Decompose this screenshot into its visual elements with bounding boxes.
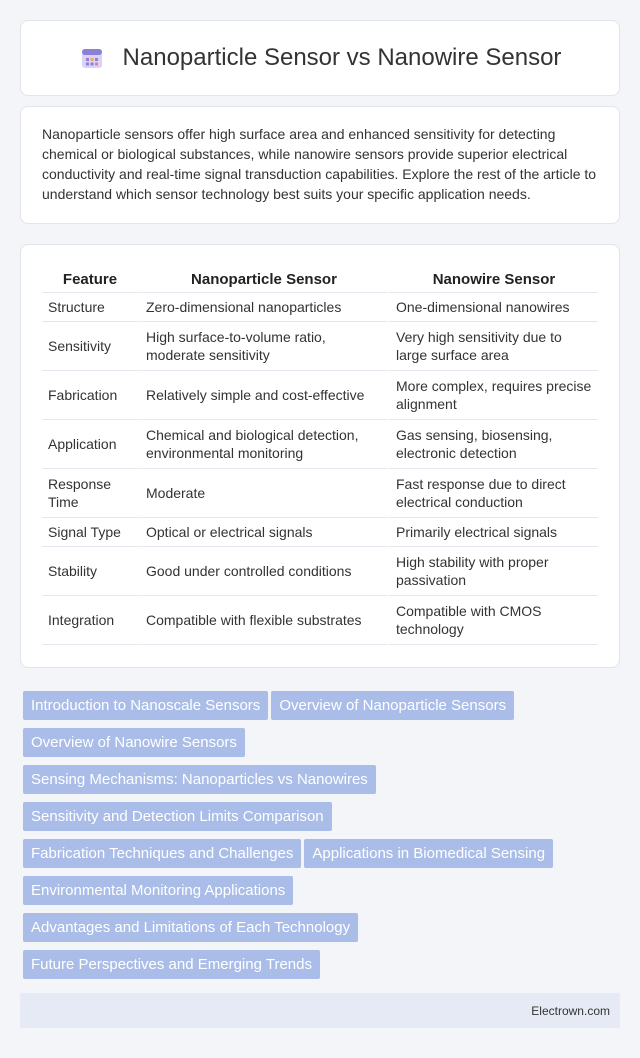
row-feature: Integration [42,596,138,645]
footer-site: Electrown.com [531,1003,610,1018]
table-row [42,322,598,371]
table-row [42,371,598,420]
row-nanowire: Gas sensing, biosensing, electronic detection [388,420,598,469]
topic-link[interactable]: Future Perspectives and Emerging Trends [23,950,320,979]
topic-link[interactable]: Fabrication Techniques and Challenges [23,839,301,868]
topic-link[interactable]: Overview of Nanowire Sensors [23,728,245,757]
topic-link[interactable]: Sensing Mechanisms: Nanoparticles vs Nanowires [23,765,376,794]
table-row [42,596,598,645]
row-nanoparticle: Relatively simple and cost-effective [138,371,388,420]
calendar-icon [79,45,105,71]
topic-link[interactable]: Applications in Biomedical Sensing [304,839,553,868]
topic-link[interactable]: Advantages and Limitations of Each Technology [23,913,358,942]
row-nanoparticle: Compatible with flexible substrates [138,596,388,645]
table-row [42,469,598,518]
topic-links [23,691,603,987]
header-feature: Feature [42,265,138,293]
intro-text: Nanoparticle sensors offer high surface area and enhanced sensitivity for detecting chemical or biological substances, while nanowire sensors provide superior electrical conductivity and real-time signal transduction capabilities. Explore the rest of the article to understand which sensor technology best suits your specific application needs. [42,126,597,202]
row-nanoparticle: Good under controlled conditions [138,547,388,596]
title-card [20,20,620,96]
page-title: Nanoparticle Sensor vs Nanowire Sensor [122,44,562,71]
row-nanowire: One-dimensional nanowires [388,293,598,322]
row-nanowire: Fast response due to direct electrical conduction [388,469,598,518]
row-nanoparticle: Chemical and biological detection, environmental monitoring [138,420,388,469]
intro-card [20,106,620,224]
table-row [42,547,598,596]
row-nanoparticle: High surface-to-volume ratio, moderate sensitivity [138,322,388,371]
row-feature: Response Time [42,469,138,518]
table-row [42,420,598,469]
row-nanoparticle: Zero-dimensional nanoparticles [138,293,388,322]
footer [20,993,620,1028]
row-feature: Structure [42,293,138,322]
row-nanowire: Primarily electrical signals [388,518,598,547]
topic-link[interactable]: Environmental Monitoring Applications [23,876,293,905]
header-nanowire: Nanowire Sensor [388,265,598,293]
comparison-table [42,265,598,645]
table-row [42,518,598,547]
row-nanoparticle: Moderate [138,469,388,518]
row-feature: Stability [42,547,138,596]
row-feature: Sensitivity [42,322,138,371]
row-feature: Signal Type [42,518,138,547]
topic-link[interactable]: Introduction to Nanoscale Sensors [23,691,268,720]
row-nanowire: High stability with proper passivation [388,547,598,596]
row-feature: Application [42,420,138,469]
row-feature: Fabrication [42,371,138,420]
header-nanoparticle: Nanoparticle Sensor [138,265,388,293]
row-nanowire: More complex, requires precise alignment [388,371,598,420]
table-row [42,293,598,322]
row-nanowire: Very high sensitivity due to large surface area [388,322,598,371]
table-header-row [42,265,598,293]
comparison-table-card [20,244,620,668]
row-nanowire: Compatible with CMOS technology [388,596,598,645]
row-nanoparticle: Optical or electrical signals [138,518,388,547]
topic-link[interactable]: Overview of Nanoparticle Sensors [271,691,514,720]
topic-link[interactable]: Sensitivity and Detection Limits Comparison [23,802,332,831]
